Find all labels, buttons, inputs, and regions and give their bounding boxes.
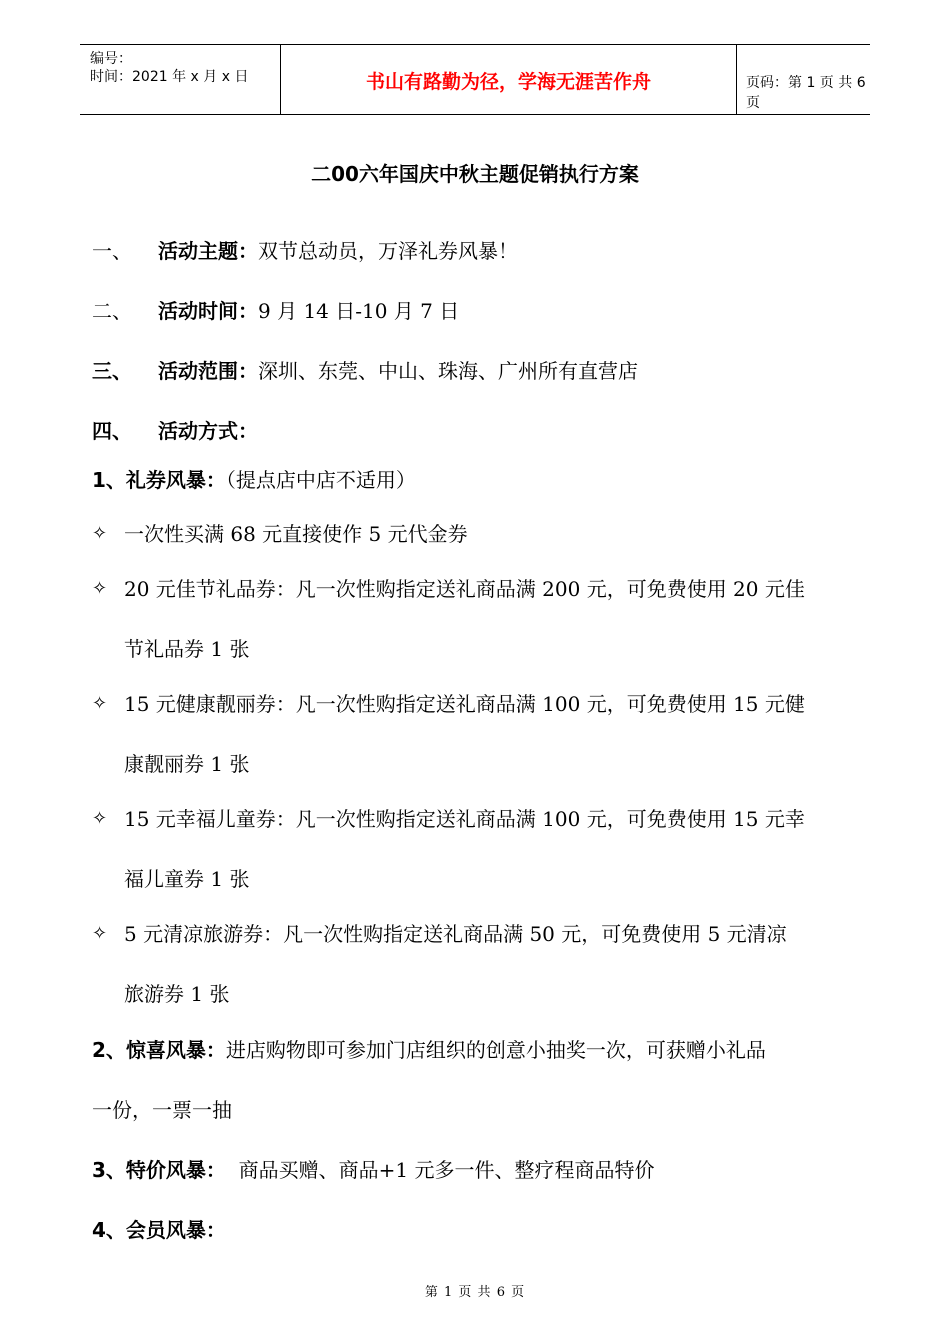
section-1 — [92, 238, 518, 264]
bullet-item-4-line2: 福儿童券 1 张 — [124, 867, 250, 891]
section-label: 活动主题： — [158, 239, 258, 263]
subsection-label: 4、会员风暴： — [92, 1218, 226, 1242]
subsection-4 — [92, 1217, 226, 1243]
section-2 — [92, 298, 459, 324]
section-number: 二、 — [92, 299, 132, 323]
document-title: 二00六年国庆中秋主题促销执行方案 — [311, 162, 639, 186]
section-text: 双节总动员，万泽礼券风暴！ — [258, 239, 518, 263]
bullet-item-2-line2: 节礼品券 1 张 — [124, 637, 250, 661]
header-left-cell — [80, 45, 280, 114]
bullet-item-3-line1: 15 元健康靓丽券：凡一次性购指定送礼商品满 100 元，可免费使用 15 元健 — [124, 692, 805, 716]
motto: 书山有路勤为径，学海无涯苦作舟 — [365, 71, 651, 93]
subsection-text: 商品买赠、商品+1 元多一件、整疗程商品特价 — [225, 1158, 655, 1182]
subsection-label: 3、特价风暴： — [92, 1158, 226, 1182]
section-number: 一、 — [92, 239, 132, 263]
bullet-item-5-line1: 5 元清凉旅游券：凡一次性购指定送礼商品满 50 元，可免费使用 5 元清凉 — [124, 922, 787, 946]
bullet-item-4-line1: 15 元幸福儿童券：凡一次性购指定送礼商品满 100 元，可免费使用 15 元幸 — [124, 807, 805, 831]
number-label: 编号： — [90, 51, 132, 67]
header-table — [80, 44, 870, 115]
section-text: 深圳、东莞、中山、珠海、广州所有直营店 — [258, 359, 638, 383]
subsection-text: （提点店中店不适用） — [225, 468, 416, 492]
section-number: 三、 — [92, 359, 132, 383]
section-text: 9 月 14 日-10 月 7 日 — [258, 299, 460, 323]
header-page-cell — [736, 45, 870, 114]
diamond-bullet-icon: ✧ — [92, 523, 108, 544]
time-label: 时间：2021 年 x 月 x 日 — [90, 69, 249, 85]
subsection-2-line2: 一份，一票一抽 — [92, 1098, 232, 1122]
page-info: 页码：第 1 页 共 6 页 — [746, 75, 866, 111]
subsection-label: 1、礼券风暴： — [92, 468, 226, 492]
diamond-bullet-icon: ✧ — [92, 693, 108, 714]
bullet-item-1: 一次性买满 68 元直接使作 5 元代金券 — [124, 522, 468, 546]
subsection-1 — [92, 467, 416, 493]
header-motto-cell — [280, 45, 737, 114]
diamond-bullet-icon: ✧ — [92, 808, 108, 829]
diamond-bullet-icon: ✧ — [92, 923, 108, 944]
diamond-bullet-icon: ✧ — [92, 578, 108, 599]
subsection-2 — [92, 1037, 766, 1063]
section-3 — [92, 358, 638, 384]
subsection-label: 2、惊喜风暴： — [92, 1038, 226, 1062]
subsection-3 — [92, 1157, 654, 1183]
page-footer: 第 1 页 共 6 页 — [424, 1285, 526, 1300]
section-label: 活动时间： — [158, 299, 258, 323]
subsection-text: 进店购物即可参加门店组织的创意小抽奖一次，可获赠小礼品 — [225, 1038, 766, 1062]
section-label: 活动方式： — [158, 419, 258, 443]
bullet-item-5-line2: 旅游券 1 张 — [124, 982, 230, 1006]
section-label: 活动范围： — [158, 359, 258, 383]
bullet-item-2-line1: 20 元佳节礼品券：凡一次性购指定送礼商品满 200 元，可免费使用 20 元佳 — [124, 577, 805, 601]
section-4 — [92, 418, 258, 444]
section-number: 四、 — [92, 419, 132, 443]
bullet-item-3-line2: 康靓丽券 1 张 — [124, 752, 250, 776]
